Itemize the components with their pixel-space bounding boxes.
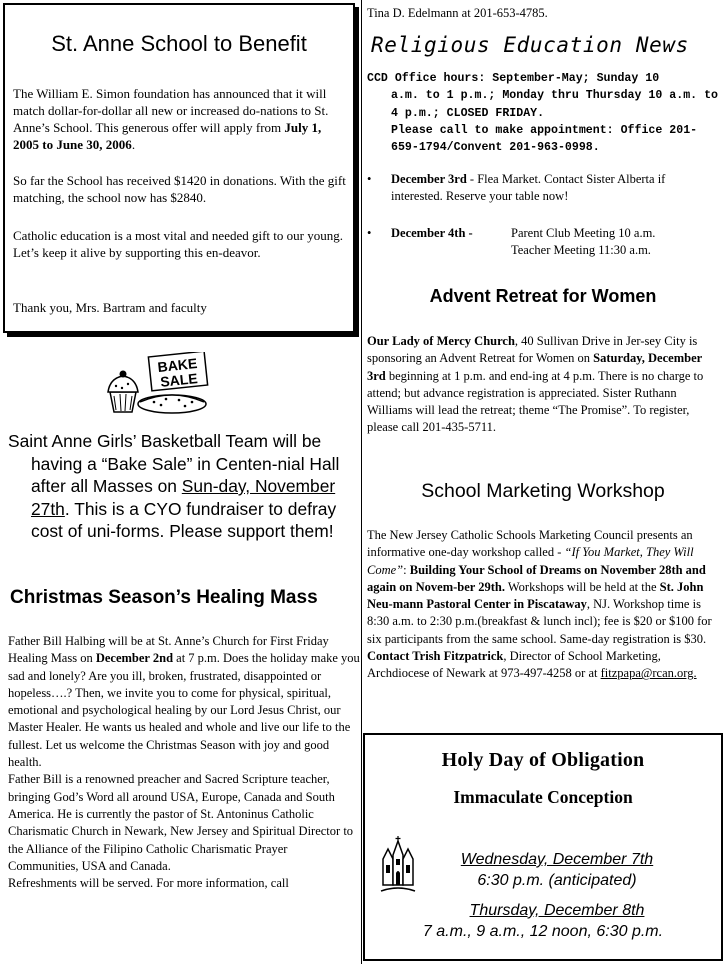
healing-paragraph-1: Father Bill Halbing will be at St. Anne’s Church for First Friday Healing Mass on December 2nd at 7 p.m. Does the holiday make you sad and lonely? Are you ill, broken, frustrated, disappointed or hopeless….? Then, we invite you to come for physical, spiritual, emotional and psychological healing by our Lord Jesus Christ, our Master Healer. He wants us healed and whole and live our life to the fullest. Let us welcome the Christmas Season with joy and good health. [8,634,360,770]
holy-day-time-2: 7 a.m., 9 a.m., 12 noon, 6:30 p.m. [422,923,664,940]
healing-mass-article [8,633,360,892]
healing-paragraph-2: Father Bill is a renowned preacher and Sacred Scripture teacher, bringing God’s Word all around USA, Europe, Canada and South America. He is currently the pastor of St. Antoninus Catholic Charismatic Church in Newark, New Jersey and Spiritual Director to the Alliance of the Filipino Catholic Charismatic Prayer Communities, USA and Canada. [8,772,354,873]
holy-day-subtitle: Immaculate Conception [453,787,633,807]
bake-sale-announcement: Saint Anne Girls’ Basketball Team will be having a “Bake Sale” in Centen-nial Hall after all Masses on Sun-day, November 27th. This is a CYO fundraiser to defray cost of uni-forms. Please support them! [8,431,340,541]
ccd-office-hours: CCD Office hours: September-May; Sunday 10 a.m. to 1 p.m.; Monday thru Thursday 10 a.m. to 4 p.m.; CLOSED FRIDAY. Please call to make appointment: Office 201-659-1794/Convent 201-963-0998. [367,72,718,155]
email-link[interactable]: fitzpapa@rcan.org. [600,666,697,681]
benefit-paragraph-3: Catholic education is a most vital and needed gift to our young. Let’s keep it alive by supporting this en-deavor. [13,228,343,260]
marketing-workshop-text: The New Jersey Catholic Schools Marketing Council presents an informative one-day workshop called - “If You Market, They Will Come”: Building Your School of Dreams on November 28th and again on Novem-ber 29th. Workshops will be held at the St. John Neu-mann Pastoral Center in Piscataway, NJ. Workshop time is 8:30 a.m. to 2:30 p.m.(breakfast & lunch incl); fee is $20 or $100 for six participants from the same school. Same-day registration is $30. Contact Trish Fitzpatrick, Director of School Marketing, Archdiocese of Newark at 973-497-4258 or at fitzpapa@rcan.org. [367,528,712,681]
benefit-title: St. Anne School to Benefit [51,31,307,56]
marketing-workshop-title: School Marketing Workshop [421,480,665,502]
benefit-paragraph-1: The William E. Simon foundation has announced that it will match dollar-for-dollar all new or increased do-nations to St. Anne’s School. This generous offer will apply from July 1, 2005 to June 30, 2006. [13,86,329,152]
bake-sale-illustration [104,352,216,416]
advent-retreat-title: Advent Retreat for Women [429,286,657,306]
religious-education-title: Religious Education News [371,33,689,57]
benefit-article [3,3,355,333]
bake-sign-line-2: SALE [159,370,199,390]
event-december-4: • December 4th - Parent Club Meeting 10 a.m. Teacher Meeting 11:30 a.m. [367,226,656,258]
holy-day-title: Holy Day of Obligation [441,749,645,771]
holy-day-date-1: Wednesday, December 7th [460,851,654,868]
bullet-icon: • [367,172,372,186]
holy-day-box [363,733,723,961]
column-divider [361,0,362,964]
healing-paragraph-3: Refreshments will be served. For more information, call [8,876,289,891]
benefit-signature: Thank you, Mrs. Bartram and faculty [13,300,207,315]
healing-mass-title: Christmas Season’s Healing Mass [10,587,318,608]
advent-retreat-text: Our Lady of Mercy Church, 40 Sullivan Drive in Jer-sey City is sponsoring an Advent Retreat for Women on Saturday, December 3rd beginning at 1 p.m. and end-ing at 4 p.m. There is no charge to attend; but advance registration is appreciated. Sister Ruthann Williams will lead the retreat; theme “The Promise”. To register, please call 201-435-5711. [367,334,704,435]
bake-sign-line-1: BAKE [156,355,198,376]
bullet-icon: • [367,226,372,240]
benefit-paragraph-2: So far the School has received $1420 in donations. With the gift matching, the school now has $2840. [13,173,346,205]
holy-day-time-1: 6:30 p.m. (anticipated) [477,872,637,889]
holy-day-date-2: Thursday, December 8th [469,902,645,919]
carryover-text: Tina D. Edelmann at 201-653-4785. [367,6,548,20]
event-december-3: • December 3rd - Flea Market. Contact Sister Alberta if interested. Reserve your table now! [367,172,666,204]
